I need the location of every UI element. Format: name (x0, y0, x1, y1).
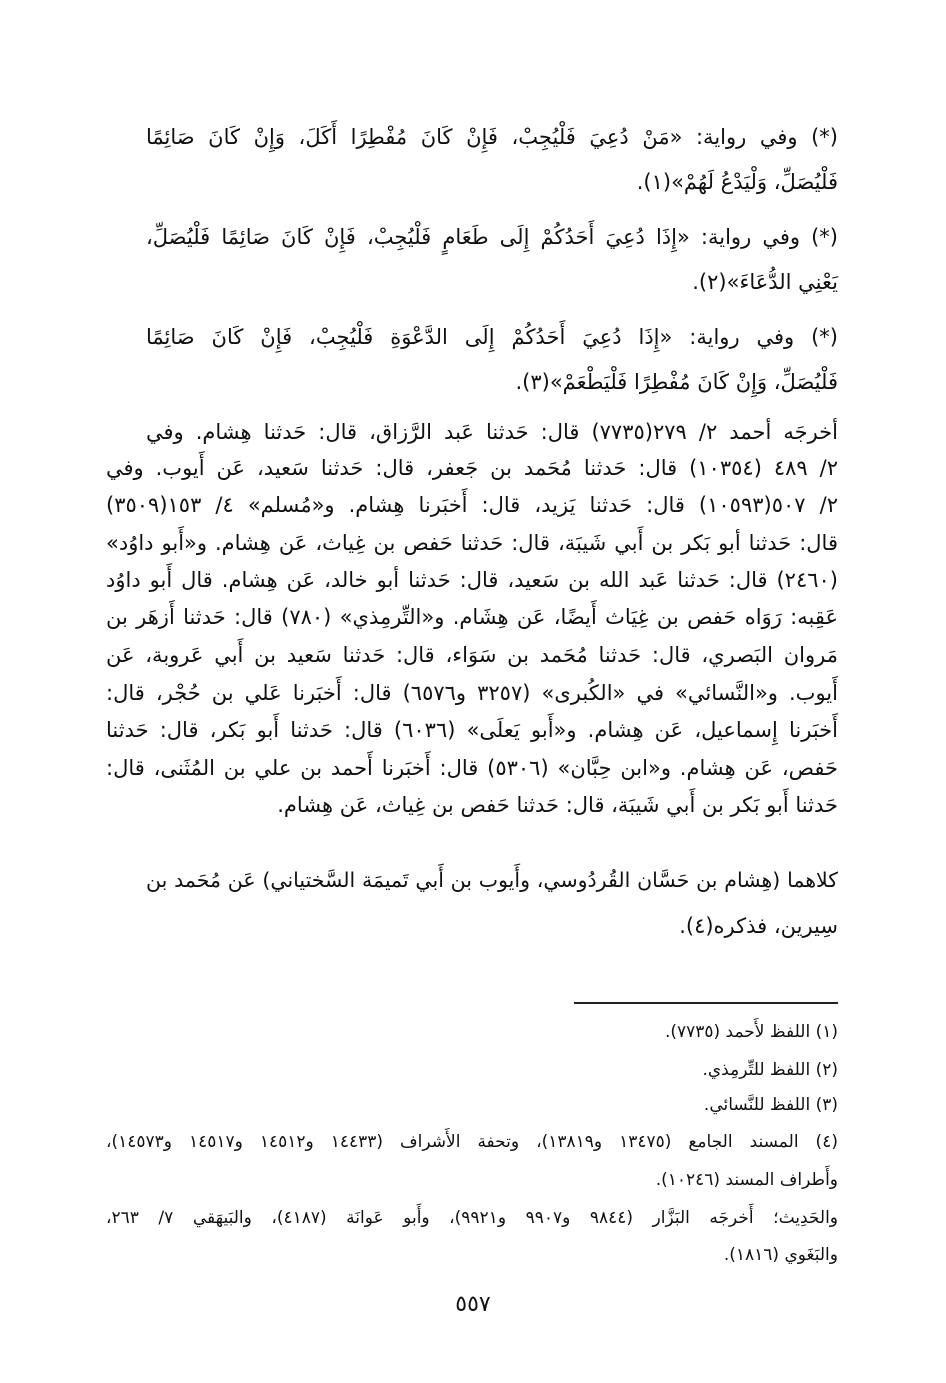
paragraph-5-line: كلاهما (هِشام بن حَسَّان القُردُوسي، وأَيوب بن أَبي تَميمَة السَّختياني) عَن مُحَمد بن (146, 868, 838, 892)
paragraph-3-line: فَلْيُصَلِّ، وَإِنْ كَانَ مُفْطِرًا فَلْيَطْعَمْ»(٣). (515, 370, 838, 394)
paragraph-2-line: يَعْنِي الدُّعَاءَ»(٢). (692, 270, 838, 294)
paragraph-4-line: عَقِبه: رَوَاه حَفص بن غِيَاث أَيضًا، عَن هِشَام. و«التِّرمِذي» (٧٨٠) قال: حَدثنا أَزهَر بن (106, 605, 838, 629)
paragraph-4-line: مَروان البَصري، قال: حَدثنا مُحَمد بن سَوَاء، قال: حَدثنا سَعيد بن أَبي عَروبة، عَن (106, 643, 838, 667)
paragraph-4-line: حَدثنا أَبو بَكر بن أَبي شَيبَة، قال: حَدثنا حَفص بن غِياث، عَن هِشام. (277, 793, 838, 817)
paragraph-4-line: قال: حَدثنا أبو بَكر بن أَبي شَيبَة، قال: حَدثنا حَفص بن غِياث، عَن هِشام. و«أَبو داوُد» (106, 531, 838, 555)
footnote-separator (574, 1002, 838, 1004)
paragraph-3-line: (*) وفي رواية: «إِذَا دُعِيَ أَحَدُكُمْ إِلَى الدَّعْوَةِ فَلْيُجِبْ، فَإِنْ كَانَ صَائِمًا (146, 325, 838, 349)
footnote-line: (١) اللفظ لأَحمد (٧٧٣٥). (664, 1022, 838, 1042)
paragraph-4-line: (٢٤٦٠) قال: حَدثنا عَبد الله بن سَعيد، قال: حَدثنا أبو خالد، عَن هِشام. قال أَبو داوُد (106, 568, 838, 592)
paragraph-2-line: (*) وفي رواية: «إِذَا دُعِيَ أَحَدُكُمْ إِلَى طَعَامٍ فَلْيُجِبْ، فَإِنْ كَانَ صَائِمًا فَلْيُصَلِّ، (146, 225, 838, 249)
paragraph-4-line: أَيوب. و«النَّسائي» في «الكُبرى» (٣٢٥٧ و٦٥٧٦) قال: أَخبَرنا عَلي بن حُجْر، قال: (106, 681, 838, 705)
paragraph-4-line: ٢/ ٥٠٧(١٠٥٩٣) قال: حَدثنا يَزيد، قال: أَخبَرنا هِشام. و«مُسلم» ٤/ ١٥٣(٣٥٠٩) (106, 493, 838, 517)
paragraph-4-line: ٢/ ٤٨٩ (١٠٣٥٤) قال: حَدثنا مُحَمد بن جَعفر، قال: حَدثنا سَعيد، عَن أَيوب. وفي (106, 456, 838, 480)
paragraph-4-line: حَفص، عَن هِشام. و«ابن حِبَّان» (٥٣٠٦) قال: أَخبَرنا أَحمد بن علي بن المُثَنى، قال: (106, 756, 838, 780)
paragraph-4-line: أَخبَرنا إِسماعيل، عَن هِشام. و«أَبو يَعلَى» (٦٠٣٦) قال: حَدثنا أَبو بَكر، قال: حَدثنا (106, 718, 838, 742)
paragraph-5-line: سِيرين، فذكره(٤). (679, 914, 838, 938)
paragraph-1-line: فَلْيُصَلِّ، وَلْيَدْعُ لَهُمْ»(١). (636, 170, 838, 194)
footnote-line: (٤) المسند الجامع (١٣٤٧٥ و١٣٨١٩)، وتحفة الأَشراف (١٤٤٣٣ و١٤٥١٢ و١٤٥١٧ و١٤٥٧٣)، (106, 1132, 838, 1152)
page-number: ٥٥٧ (455, 1292, 491, 1317)
paragraph-1-line: (*) وفي رواية: «مَنْ دُعِيَ فَلْيُجِبْ، فَإِنْ كَانَ مُفْطِرًا أَكَلَ، وَإِنْ كَانَ صَائِمًا (146, 125, 838, 149)
footnote-line: والحَدِيث؛ أَخرجَه البَزَّار (٩٨٤٤ و٩٩٠٧ و٩٩٢١)، وأَبو عَوانَة (٤١٨٧)، والبَيهَقي ٧/ ٢٦٣، (106, 1208, 839, 1228)
footnote-line: والبَغَوي (١٨١٦). (723, 1245, 838, 1265)
footnote-line: (٣) اللفظ للنَّسائي. (703, 1095, 838, 1115)
footnote-line: وأَطراف المسند (١٠٢٤٦). (655, 1170, 838, 1190)
footnote-line: (٢) اللفظ للتِّرمِذي. (702, 1060, 838, 1080)
paragraph-4-line: أخرجَه أحمد ٢/ ٢٧٩(٧٧٣٥) قال: حَدثنا عَبد الرَّزاق، قال: حَدثنا هِشام. وفي (146, 420, 838, 444)
